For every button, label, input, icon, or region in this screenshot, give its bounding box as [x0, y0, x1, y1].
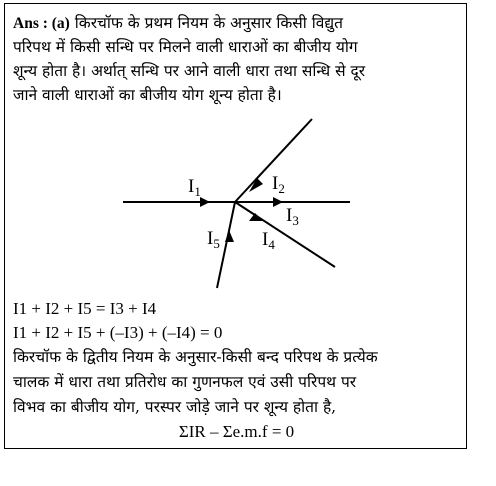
- label-i2: $I_2$: [272, 173, 285, 196]
- equation-2-text: I1 + I2 + I5 + (–I3) + (–I4) = 0: [13, 323, 223, 342]
- answer-label: Ans : (a): [13, 15, 70, 32]
- para1-line-2: परिपथ में किसी सन्धि पर मिलने वाली धाराओं का बीजीय योग: [13, 38, 358, 56]
- para2-line-3: विभव का बीजीय योग, परस्पर जोड़े जाने पर शून्य होता है,: [13, 398, 337, 416]
- para1-line-3: शून्य होता है। अर्थात् सन्धि पर आने वाली धारा तथा सन्धि से दूर: [13, 62, 366, 80]
- equation-3: ΣIR – Σe.m.f = 0: [178, 422, 295, 441]
- para1-line-1-text: किरचॉफ के प्रथम नियम के अनुसार किसी विद्युत: [74, 14, 343, 32]
- answer-box: [4, 3, 467, 449]
- arrow-i1: [200, 197, 210, 207]
- label-i5: $I_5$: [207, 228, 220, 251]
- para2-line-2: चालक में धारा तथा प्रतिरोध का गुणनफल एवं उसी परिपथ पर: [13, 373, 357, 391]
- label-i4: $I_4$: [262, 229, 275, 252]
- wire-i4: [235, 202, 335, 267]
- equation-1: [13, 297, 156, 321]
- label-i1: $I_1$: [188, 176, 201, 199]
- para2-line-1: किरचॉफ के द्वितीय नियम के अनुसार-किसी बन्द परिपथ के प्रत्येक: [13, 348, 378, 366]
- arrow-i5: [225, 230, 234, 242]
- equation-2: [13, 321, 222, 345]
- label-i3: $I_3$: [286, 205, 299, 228]
- arrow-i4: [249, 213, 263, 221]
- para1-line-4: जाने वाली धाराओं का बीजीय योग शून्य होता है।: [13, 86, 282, 104]
- equation-1-text: I1 + I2 + I5 = I3 + I4: [13, 299, 157, 318]
- arrow-i3: [273, 197, 283, 207]
- junction-diagram: [5, 4, 468, 294]
